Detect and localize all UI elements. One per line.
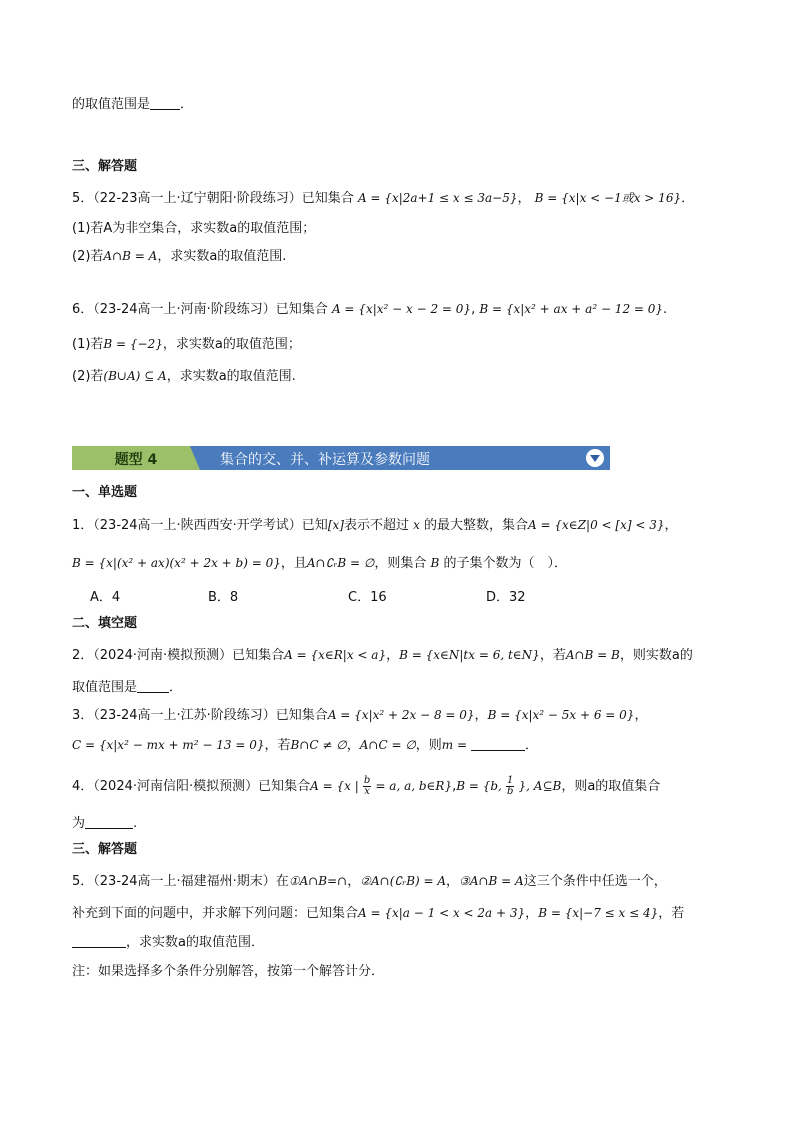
text: ． (169, 680, 183, 695)
math-set-a-start: A = {x | (310, 779, 359, 793)
text: ，求实数a的取值范围. (157, 249, 287, 264)
question-4 (72, 776, 660, 797)
math-set-a-end: = a, a, b∈R} (375, 779, 453, 793)
text: ，则实数a的 (619, 648, 693, 663)
answer-blank[interactable] (72, 935, 126, 948)
math-set-a: A = {x|2a+1 ≤ x ≤ 3a−5} (357, 191, 518, 205)
text: ，求实数a的取值范围． (126, 935, 264, 950)
text: ， (517, 191, 531, 206)
math-set-b: B = {x|x² + ax + a² − 12 = 0} (479, 302, 664, 316)
text: ，则集合 (374, 556, 427, 571)
math-set-a: A = {x∈R|x < a} (284, 648, 387, 662)
math-var: B (430, 556, 440, 570)
option-d[interactable]: D．32 (486, 590, 526, 605)
numerator: 1 (507, 775, 514, 786)
question-5b (72, 872, 667, 891)
question-1-options (90, 589, 604, 607)
text: ，则a的取值集合 (561, 779, 661, 794)
scoring-note: 注：如果选择多个条件分别解答，按第一个解答计分． (72, 964, 385, 979)
fraction-1-over-b (506, 776, 514, 797)
topic-label: 题型 4 (114, 452, 158, 468)
question-stem: 5．（23-24高一上·福建福州·期末）在 (72, 874, 289, 889)
text: ，求实数a的取值范围. (166, 369, 296, 384)
question-5b-line2 (72, 904, 684, 923)
text: 表示不超过 (343, 518, 409, 533)
text: ，则 (415, 738, 442, 753)
text: ， (525, 906, 539, 921)
text: 的最大整数，集合 (424, 518, 529, 533)
topic-label-box (72, 446, 200, 470)
math-var: x (413, 518, 420, 532)
denominator: x (364, 786, 370, 797)
section-title-single-choice: 一、单选题 (72, 485, 138, 500)
math-condition: , A⊆B (526, 779, 562, 793)
numerator: b (363, 775, 371, 786)
math-condition: B∩C ≠ ∅ (290, 738, 347, 752)
math-condition: B = {−2} (103, 337, 163, 351)
topic-title: 集合的交、并、补运算及参数问题 (220, 452, 430, 468)
math-set-b: B = {x∈N|tx = 6, t∈N} (399, 648, 540, 662)
denominator: b (507, 786, 514, 797)
text: 补充到下面的问题中，并求解下列问题：已知集合 (72, 906, 359, 921)
answer-blank[interactable] (137, 680, 169, 693)
math-set-b: B = {x|−7 ≤ x ≤ 4} (538, 906, 659, 920)
question-5a-part1: (1)若A为非空集合，求实数a的取值范围； (72, 221, 316, 236)
math-set-c: C = {x|x² − mx + m² − 13 = 0} (72, 738, 265, 752)
math-set-b: B = {x|x² − 5x + 6 = 0} (487, 708, 635, 722)
option-a[interactable]: A．4 (90, 590, 121, 605)
option-c[interactable]: C．16 (348, 590, 387, 605)
answer-blank[interactable] (85, 816, 133, 829)
condition-2[interactable]: ②A∩(∁ᵣB) = A (360, 874, 447, 888)
answer-blank (150, 97, 180, 110)
text: (1)若 (72, 337, 104, 352)
math-set-a: A = {x|a − 1 < x < 2a + 3} (358, 906, 526, 920)
math-var: m = (441, 738, 468, 752)
text: ． (525, 738, 539, 753)
topic-banner (72, 446, 610, 470)
text: (2)若 (72, 249, 104, 264)
text: ， (634, 708, 648, 723)
condition-1[interactable]: ①A∩B=∩ (288, 874, 348, 888)
text: ． (180, 97, 194, 112)
text: , (452, 779, 457, 794)
math-condition: A∩B = A (103, 249, 158, 263)
text: ，若 (264, 738, 291, 753)
section-title-fill-in: 二、填空题 (72, 616, 138, 631)
question-stem: 2．（2024·河南·模拟预测）已知集合 (72, 648, 285, 663)
section-title-answers-2: 三、解答题 (72, 842, 138, 857)
question-6a (72, 300, 667, 319)
question-1-line2 (72, 554, 567, 573)
text: ，若 (539, 648, 566, 663)
question-stem: 1．（23-24高一上·陕西西安·开学考试）已知 (72, 518, 328, 533)
text: 这三个条件中任选一个， (523, 874, 667, 889)
text: ，求实数a的取值范围； (162, 337, 301, 352)
text: 为 (72, 816, 86, 831)
math-set-a: A = {x∈Z|0 < [x] < 3} (528, 518, 665, 532)
answer-blank[interactable] (471, 738, 525, 751)
text: 的子集个数为（ ）． (443, 556, 567, 571)
math-condition: A∩∁ᵣB = ∅ (306, 556, 375, 570)
text: ， (474, 708, 488, 723)
text: (2)若 (72, 369, 104, 384)
math-condition: (B∪A) ⊆ A (103, 369, 167, 383)
math-set-b: B = {x|x < −1或x > 16} (534, 191, 682, 205)
text: . (663, 302, 668, 317)
question-5b-line3 (72, 934, 264, 952)
section-title-answers: 三、解答题 (72, 159, 138, 174)
question-4-line2 (72, 815, 137, 833)
collapse-triangle-icon[interactable] (586, 449, 604, 467)
prev-question-tail (72, 96, 193, 114)
text: ， (664, 518, 678, 533)
math-set-a: A = {x|x² + 2x − 8 = 0} (327, 708, 475, 722)
text: ， (347, 874, 361, 889)
text: ， (386, 648, 400, 663)
math-set-b-start: B = {b, (456, 779, 502, 793)
question-stem: 5．（22-23高一上·辽宁朝阳·阶段练习）已知集合 (72, 191, 354, 206)
text: ． (681, 191, 695, 206)
text: 取值范围是 (72, 680, 138, 695)
text: , (471, 302, 476, 317)
question-2-line2 (72, 679, 182, 697)
question-1 (72, 516, 677, 535)
question-6a-part2 (72, 367, 296, 386)
text: ， (346, 738, 360, 753)
fraction-b-over-x (363, 776, 371, 797)
question-3-line2 (72, 736, 538, 755)
question-3 (72, 706, 647, 725)
question-stem: 4．（2024·河南信阳·模拟预测）已知集合 (72, 779, 311, 794)
math-set-a: A = {x|x² − x − 2 = 0} (331, 302, 472, 316)
question-2 (72, 646, 693, 665)
math-condition: A∩C = ∅ (359, 738, 416, 752)
question-stem: 6．（23-24高一上·河南·阶段练习）已知集合 (72, 302, 328, 317)
question-stem: 3．（23-24高一上·江苏·阶段练习）已知集合 (72, 708, 328, 723)
text: ，若 (658, 906, 685, 921)
text: . (133, 816, 138, 831)
text: ， (446, 874, 460, 889)
math-condition: A∩B = B (565, 648, 620, 662)
question-6a-part1 (72, 335, 301, 354)
question-5a (72, 189, 694, 208)
math-set-b-end: } (518, 779, 527, 793)
text: 的取值范围是 (72, 97, 151, 112)
math-set-b: B = {x|(x² + ax)(x² + 2x + b) = 0} (72, 556, 281, 570)
option-b[interactable]: B．8 (208, 590, 239, 605)
math-floor: [x] (327, 518, 344, 532)
condition-3[interactable]: ③A∩B = A (459, 874, 524, 888)
question-5a-part2 (72, 247, 286, 266)
text: ，且 (280, 556, 307, 571)
